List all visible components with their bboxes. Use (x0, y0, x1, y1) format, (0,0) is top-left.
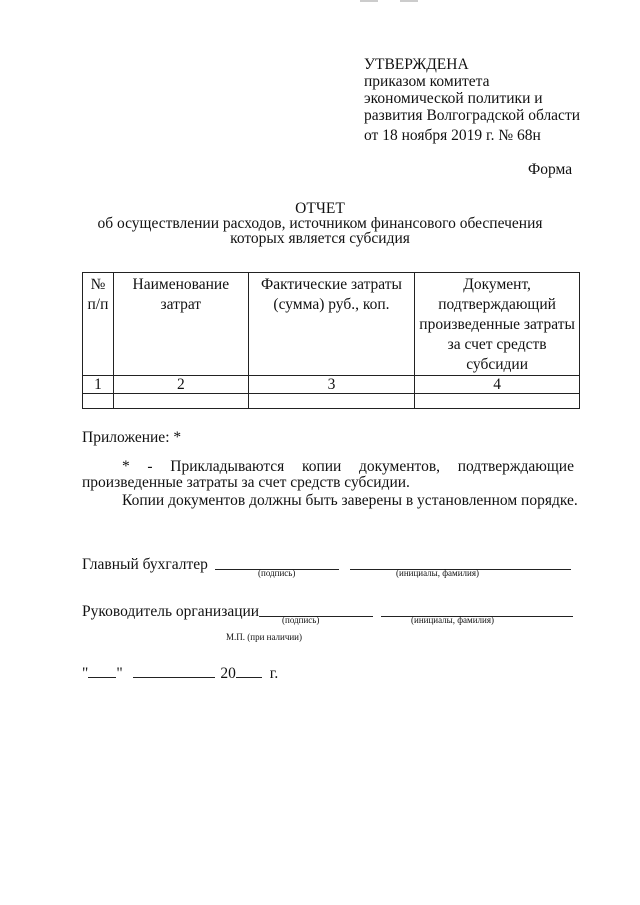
table-column-numbers-row (83, 376, 580, 394)
signature-hint: (подпись) (258, 568, 296, 578)
year-suffix: г. (269, 665, 279, 682)
table-cell (248, 394, 415, 409)
table-header-row (83, 273, 580, 376)
approval-block (364, 56, 580, 124)
table-cell (415, 394, 580, 409)
date-quote: " (116, 665, 123, 682)
approval-title: УТВЕРЖДЕНА (364, 56, 469, 73)
year-prefix: 20 (220, 665, 236, 682)
note-block (82, 458, 578, 509)
header-number: № п/п (83, 273, 114, 376)
year-blank (236, 665, 262, 678)
seal-label: М.П. (при наличии) (226, 632, 302, 642)
note-word: Прикладываются (170, 458, 285, 475)
month-blank (133, 665, 215, 678)
signature-hint: (подпись) (282, 615, 320, 625)
expense-table (82, 272, 580, 409)
approval-line: развития Волгоградской области (364, 107, 581, 124)
approval-line: экономической политики и (364, 90, 543, 107)
chief-accountant-label: Главный бухгалтер (82, 556, 208, 573)
header-name: Наименование затрат (113, 273, 248, 376)
form-label: Форма (528, 161, 573, 178)
column-number: 4 (415, 376, 580, 394)
note-line: произведенные затраты за счет средств субсидии. (82, 474, 410, 491)
header-actual-costs: Фактические затраты (сумма) руб., коп. (248, 273, 415, 376)
header-document: Документ, подтверждающий произведенные затраты за счет средств субсидии (415, 273, 580, 376)
table-row (83, 394, 580, 409)
date-line (82, 665, 278, 683)
note-word: - (147, 458, 153, 475)
note-word: документов, (359, 458, 441, 475)
order-date: от 18 ноября 2019 г. № 68н (364, 127, 541, 144)
head-label: Руководитель организации (82, 603, 260, 620)
annex-label: Приложение: * (82, 429, 182, 446)
approval-line: приказом комитета (364, 73, 490, 90)
report-subtitle: об осуществлении расходов, источником финансового обеспечения (97, 215, 543, 232)
date-quote: " (82, 665, 89, 682)
column-number: 3 (248, 376, 415, 394)
note-word: копии (301, 458, 342, 475)
table-cell (83, 394, 114, 409)
report-subtitle: которых является субсидия (230, 230, 410, 247)
day-blank (88, 665, 116, 678)
note-word: подтверждающие (457, 458, 574, 475)
initials-hint: (инициалы, фамилия) (411, 615, 494, 625)
table-cell (113, 394, 248, 409)
initials-hint: (инициалы, фамилия) (396, 568, 479, 578)
note-line (82, 459, 574, 475)
note-word: * (122, 458, 130, 475)
report-title: ОТЧЕТ (295, 200, 345, 217)
note-line: Копии документов должны быть заверены в установленном порядке. (122, 492, 578, 509)
column-number: 1 (83, 376, 114, 394)
column-number: 2 (113, 376, 248, 394)
